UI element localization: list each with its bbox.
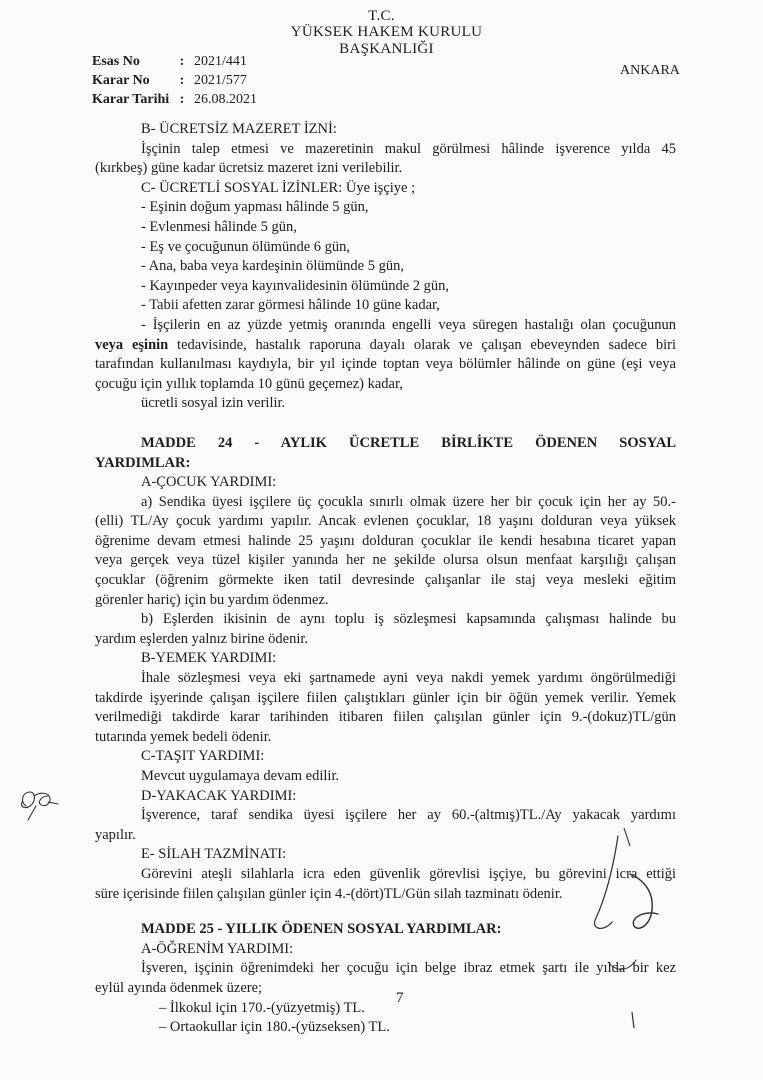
paragraph-line: çocuğu için yıllık toplamda 10 günü geçemez) kadar, <box>95 375 403 392</box>
paragraph-line: (elli) TL/Ay çocuk yardımı yapılır. Ancak evlenen çocuklar, 18 yaşını dolduran veya yüksek <box>95 513 676 530</box>
paragraph-line: İşverence, taraf sendika üyesi işçilere her ay 60.-(altmış)TL./Ay yakacak yardımı <box>141 807 676 824</box>
paragraph-line: İhale sözleşmesi veya eki şartnamede ayni veya nakdi yemek yardımı öngörülmediği <box>141 670 676 687</box>
paragraph-line: yardım eşlerden yalnız birine ödenir. <box>95 630 308 647</box>
paragraph-line: Mevcut uygulamaya devam edilir. <box>141 768 340 784</box>
header-presidency: BAŞKANLIĞI <box>339 41 434 57</box>
karar-row <box>92 71 257 90</box>
header-institution: YÜKSEK HAKEM KURULU <box>290 24 483 40</box>
list-item: - Evlenmesi hâlinde 5 gün, <box>141 218 297 235</box>
section-a-ogrenim-heading: A-ÖĞRENİM YARDIMI: <box>141 940 294 957</box>
paragraph-line <box>95 336 676 356</box>
list-item: - Eş ve çocuğunun ölümünde 6 gün, <box>141 238 351 255</box>
tarih-value: 26.08.2021 <box>194 92 257 107</box>
list-item: - Kayınpeder veya kayınvalidesinin ölümünde 2 gün, <box>141 277 450 294</box>
section-c-tasit-heading: C-TAŞIT YARDIMI: <box>141 748 265 765</box>
paragraph-line: görenler hariç) için bu yardım ödenmez. <box>95 591 329 608</box>
list-item: – Ortaokullar için 180.-(yüzseksen) TL. <box>159 1019 390 1036</box>
paragraph-line: yapılır. <box>95 826 136 843</box>
case-meta <box>92 52 257 109</box>
header-tc: T.C. <box>368 8 395 24</box>
esas-row <box>92 52 257 71</box>
section-b-yemek-heading: B-YEMEK YARDIMI: <box>141 650 277 667</box>
paragraph-line: b) Eşlerden ikisinin de aynı toplu iş sözleşmesi kapsamında çalışması halinde bu <box>141 611 676 628</box>
text: tedavisinde, hastalık raporuna dayalı olarak ve çalışan ebeveynden sadece biri <box>168 336 677 353</box>
esas-label: Esas No <box>92 54 140 69</box>
article-25-heading: MADDE 25 - YILLIK ÖDENEN SOSYAL YARDIMLAR: <box>141 921 502 938</box>
colon: : <box>179 73 185 88</box>
article-24-heading: MADDE 24 - AYLIK ÜCRETLE BİRLİKTE ÖDENEN SOSYAL <box>141 434 676 451</box>
paragraph-line: ücretli sosyal izin verilir. <box>141 395 286 412</box>
paragraph-line: tutarında yemek bedeli ödenir. <box>95 728 272 745</box>
karar-label: Karar No <box>92 73 150 88</box>
list-item: - İşçilerin en az yüzde yetmiş oranında engelli veya süregen hastalığı olan çocuğunun <box>141 316 676 333</box>
section-b-heading: B- ÜCRETSİZ MAZERET İZNİ: <box>141 121 337 137</box>
article-24-heading-cont: YARDIMLAR: <box>95 454 191 471</box>
section-d-yakacak-heading: D-YAKACAK YARDIMI: <box>141 787 297 804</box>
paragraph-line: eylül ayında ödenmek üzere; <box>95 979 263 996</box>
paragraph-line: tarafından kullanılması kaydıyla, bir yıl içinde toptan veya bölümler hâlinde on güne (eşi veya <box>95 356 676 373</box>
handwritten-initials-mark <box>14 782 66 826</box>
paragraph-line: öğrenime devam etmesi halinde 25 yaşını dolduran çocuklar ile kendi hesabına ticaret yapan <box>95 532 676 549</box>
page-number: 7 <box>396 990 404 1006</box>
handwritten-signature-mark <box>568 822 678 1032</box>
paragraph-line: (kırkbeş) güne kadar ücretsiz mazeret izni verilebilir. <box>95 160 403 177</box>
section-c-heading: C- ÜCRETLİ SOSYAL İZİNLER: Üye işçiye ; <box>141 179 416 196</box>
karar-value: 2021/577 <box>194 73 247 88</box>
paragraph-line: Görevini ateşli silahlarla icra eden güvenlik görevlisi işçiye, bu görevini icra ettiği <box>141 865 676 882</box>
paragraph-line: verilmediği takdirde karar tarihinden itibaren fiilen çalışılan günler için 9.-(dokuz)TL/gün <box>95 709 676 726</box>
paragraph-line: çocuklar (öğrenim görmekte iken tatil devresinde çalışanlar ile staj veya mesleki eğitim <box>95 572 676 589</box>
list-item: – İlkokul için 170.-(yüzyetmiş) TL. <box>159 999 365 1016</box>
list-item: - Eşinin doğum yapması hâlinde 5 gün, <box>141 199 369 216</box>
tarih-row <box>92 90 257 109</box>
tarih-label: Karar Tarihi <box>92 92 170 107</box>
colon: : <box>179 54 185 69</box>
section-e-silah-heading: E- SİLAH TAZMİNATI: <box>141 846 287 863</box>
paragraph-line: takdirde işyerinde çalışan işçilere fiilen çalıştıkları günler için bir öğün yemek verilir. Yemek <box>95 689 676 706</box>
section-a-heading: A-ÇOCUK YARDIMI: <box>141 474 277 491</box>
city: ANKARA <box>620 63 680 78</box>
paragraph-line: a) Sendika üyesi işçilere üç çocukla sınırlı olmak üzere her bir çocuk için her ay 50.- <box>141 493 676 510</box>
paragraph-line: İşveren, işçinin öğrenimdeki her çocuğu için belge ibraz etmek şartı ile yılda bir kez <box>141 960 676 977</box>
list-item: - Ana, baba veya kardeşinin ölümünde 5 gün, <box>141 258 404 275</box>
paragraph-line: veya gerçek veya tüzel kişiler yanında her ne şekilde olursa olsun menfaat karşılığı çalışan <box>95 552 676 569</box>
list-item: - Tabii afetten zarar görmesi hâlinde 10 güne kadar, <box>141 297 440 314</box>
esas-value: 2021/441 <box>194 54 247 69</box>
colon: : <box>179 92 185 107</box>
paragraph-line: İşçinin talep etmesi ve mazeretinin makul görülmesi hâlinde işverence yılda 45 <box>141 140 676 157</box>
bold-text: veya eşinin <box>95 336 169 353</box>
paragraph-line: süre içerisinde fiilen çalışılan günler için 4.-(dört)TL/Gün silah tazminatı ödenir. <box>95 885 563 902</box>
